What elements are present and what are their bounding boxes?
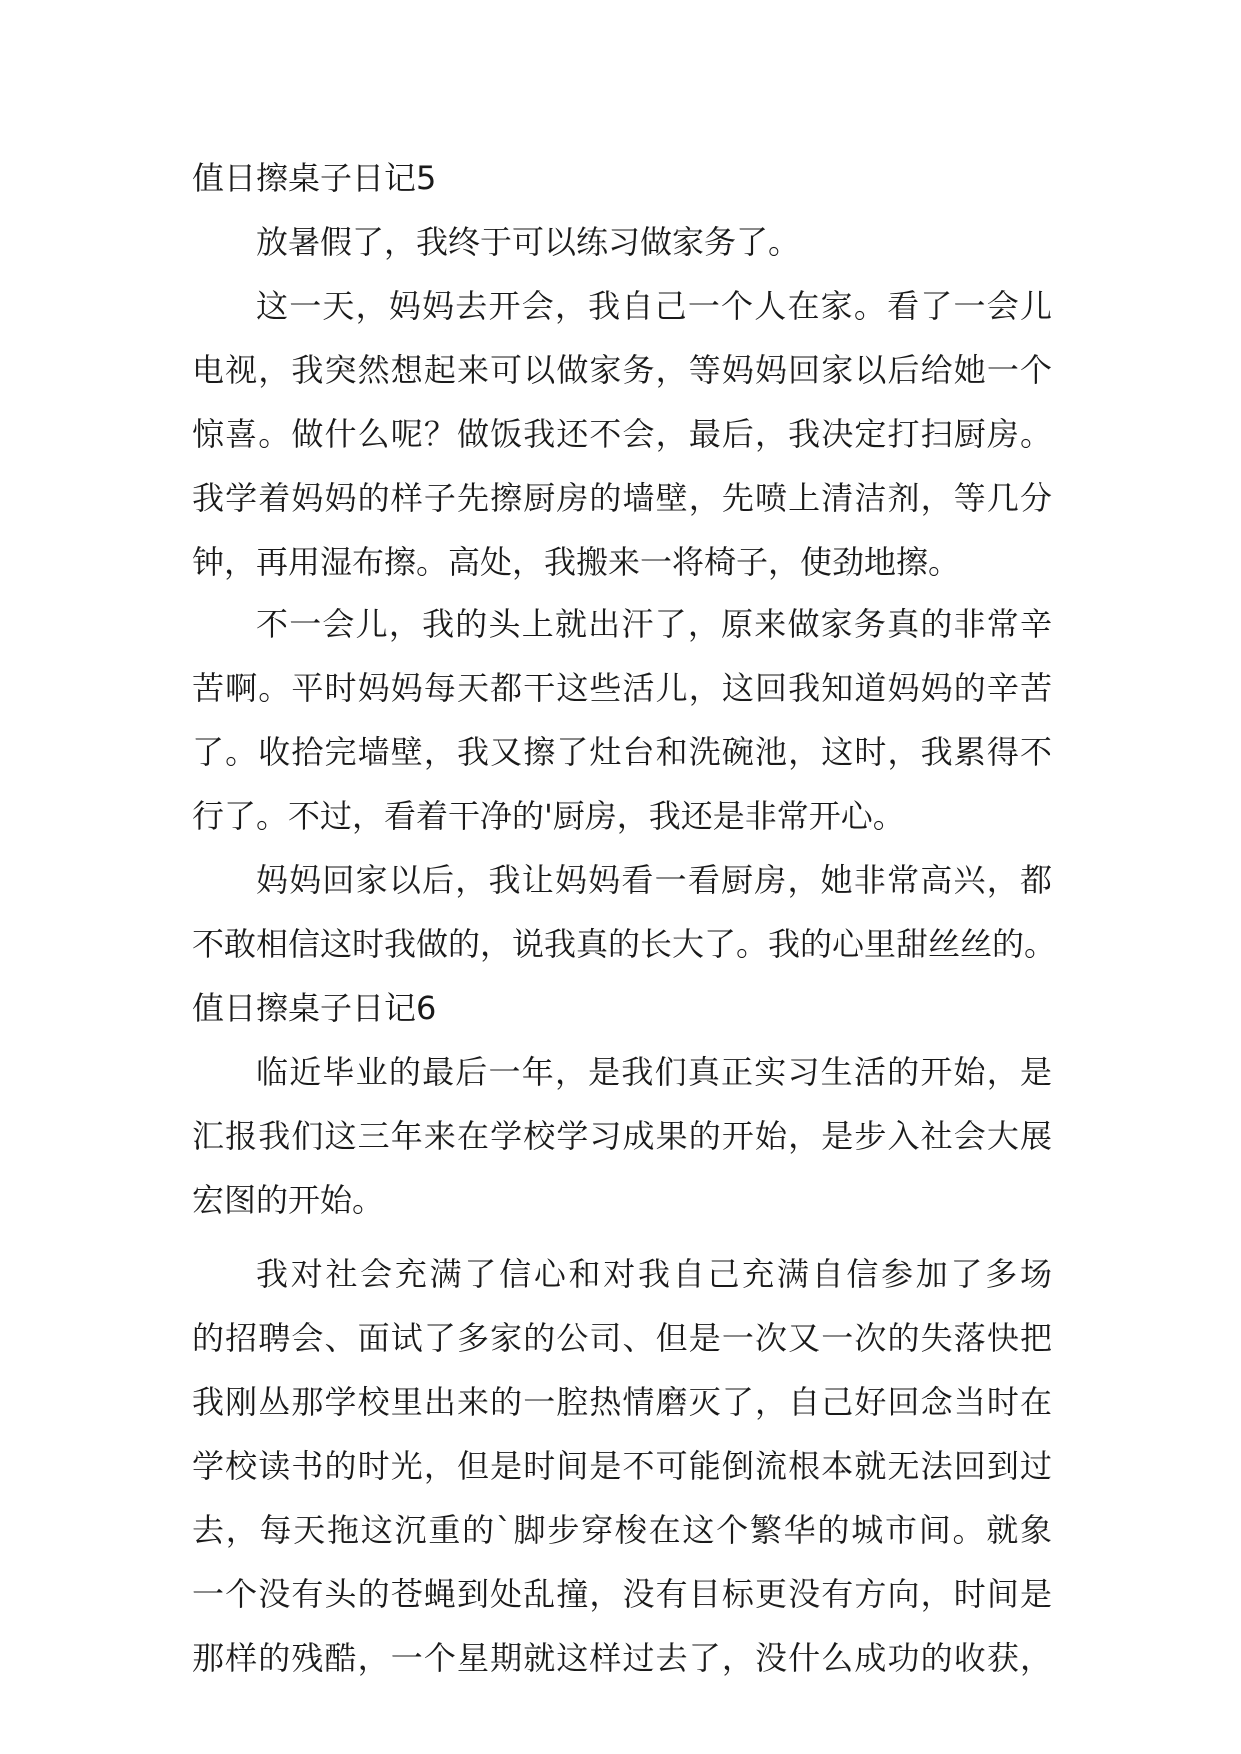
paragraph-line: 电视，我突然想起来可以做家务，等妈妈回家以后给她一个 xyxy=(192,351,1052,389)
paragraph-line: 我刚丛那学校里出来的一腔热情磨灭了，自己好回念当时在 xyxy=(192,1383,1052,1421)
heading-diary-6: 值日擦桌子日记6 xyxy=(192,989,437,1027)
paragraph-line: 我学着妈妈的样子先擦厨房的墙壁，先喷上清洁剂，等几分 xyxy=(192,479,1052,517)
paragraph-line: 了。收拾完墙壁，我又擦了灶台和洗碗池，这时，我累得不 xyxy=(192,733,1052,771)
paragraph-line: 不一会儿，我的头上就出汗了，原来做家务真的非常辛 xyxy=(256,605,1052,643)
paragraph-line: 苦啊。平时妈妈每天都干这些活儿，这回我知道妈妈的辛苦 xyxy=(192,669,1052,707)
paragraph-line: 惊喜。做什么呢？做饭我还不会，最后，我决定打扫厨房。 xyxy=(192,415,1052,453)
paragraph-line: 的招聘会、面试了多家的公司、但是一次又一次的失落快把 xyxy=(192,1319,1052,1357)
paragraph-line: 那样的残酷，一个星期就这样过去了，没什么成功的收获， xyxy=(192,1639,1052,1677)
paragraph-line: 这一天，妈妈去开会，我自己一个人在家。看了一会儿 xyxy=(256,287,1052,325)
paragraph-line: 我对社会充满了信心和对我自己充满自信参加了多场 xyxy=(256,1255,1052,1293)
heading-diary-5: 值日擦桌子日记5 xyxy=(192,159,437,197)
paragraph-line: 宏图的开始。 xyxy=(192,1181,385,1219)
paragraph-line: 去，每天拖这沉重的`脚步穿梭在这个繁华的城市间。就象 xyxy=(192,1511,1052,1549)
paragraph-line: 行了。不过，看着干净的'厨房，我还是非常开心。 xyxy=(192,797,905,835)
paragraph-line: 学校读书的时光，但是时间是不可能倒流根本就无法回到过 xyxy=(192,1447,1052,1485)
paragraph-line: 放暑假了，我终于可以练习做家务了。 xyxy=(256,223,801,261)
paragraph-line: 妈妈回家以后，我让妈妈看一看厨房，她非常高兴，都 xyxy=(256,861,1052,899)
paragraph-line: 汇报我们这三年来在学校学习成果的开始，是步入社会大展 xyxy=(192,1117,1052,1155)
paragraph-line: 钟，再用湿布擦。高处，我搬来一将椅子，使劲地擦。 xyxy=(192,543,961,581)
paragraph-line: 不敢相信这时我做的，说我真的长大了。我的心里甜丝丝的。 xyxy=(192,925,1057,963)
paragraph-line: 临近毕业的最后一年，是我们真正实习生活的开始，是 xyxy=(256,1053,1052,1091)
paragraph-line: 一个没有头的苍蝇到处乱撞，没有目标更没有方向，时间是 xyxy=(192,1575,1052,1613)
